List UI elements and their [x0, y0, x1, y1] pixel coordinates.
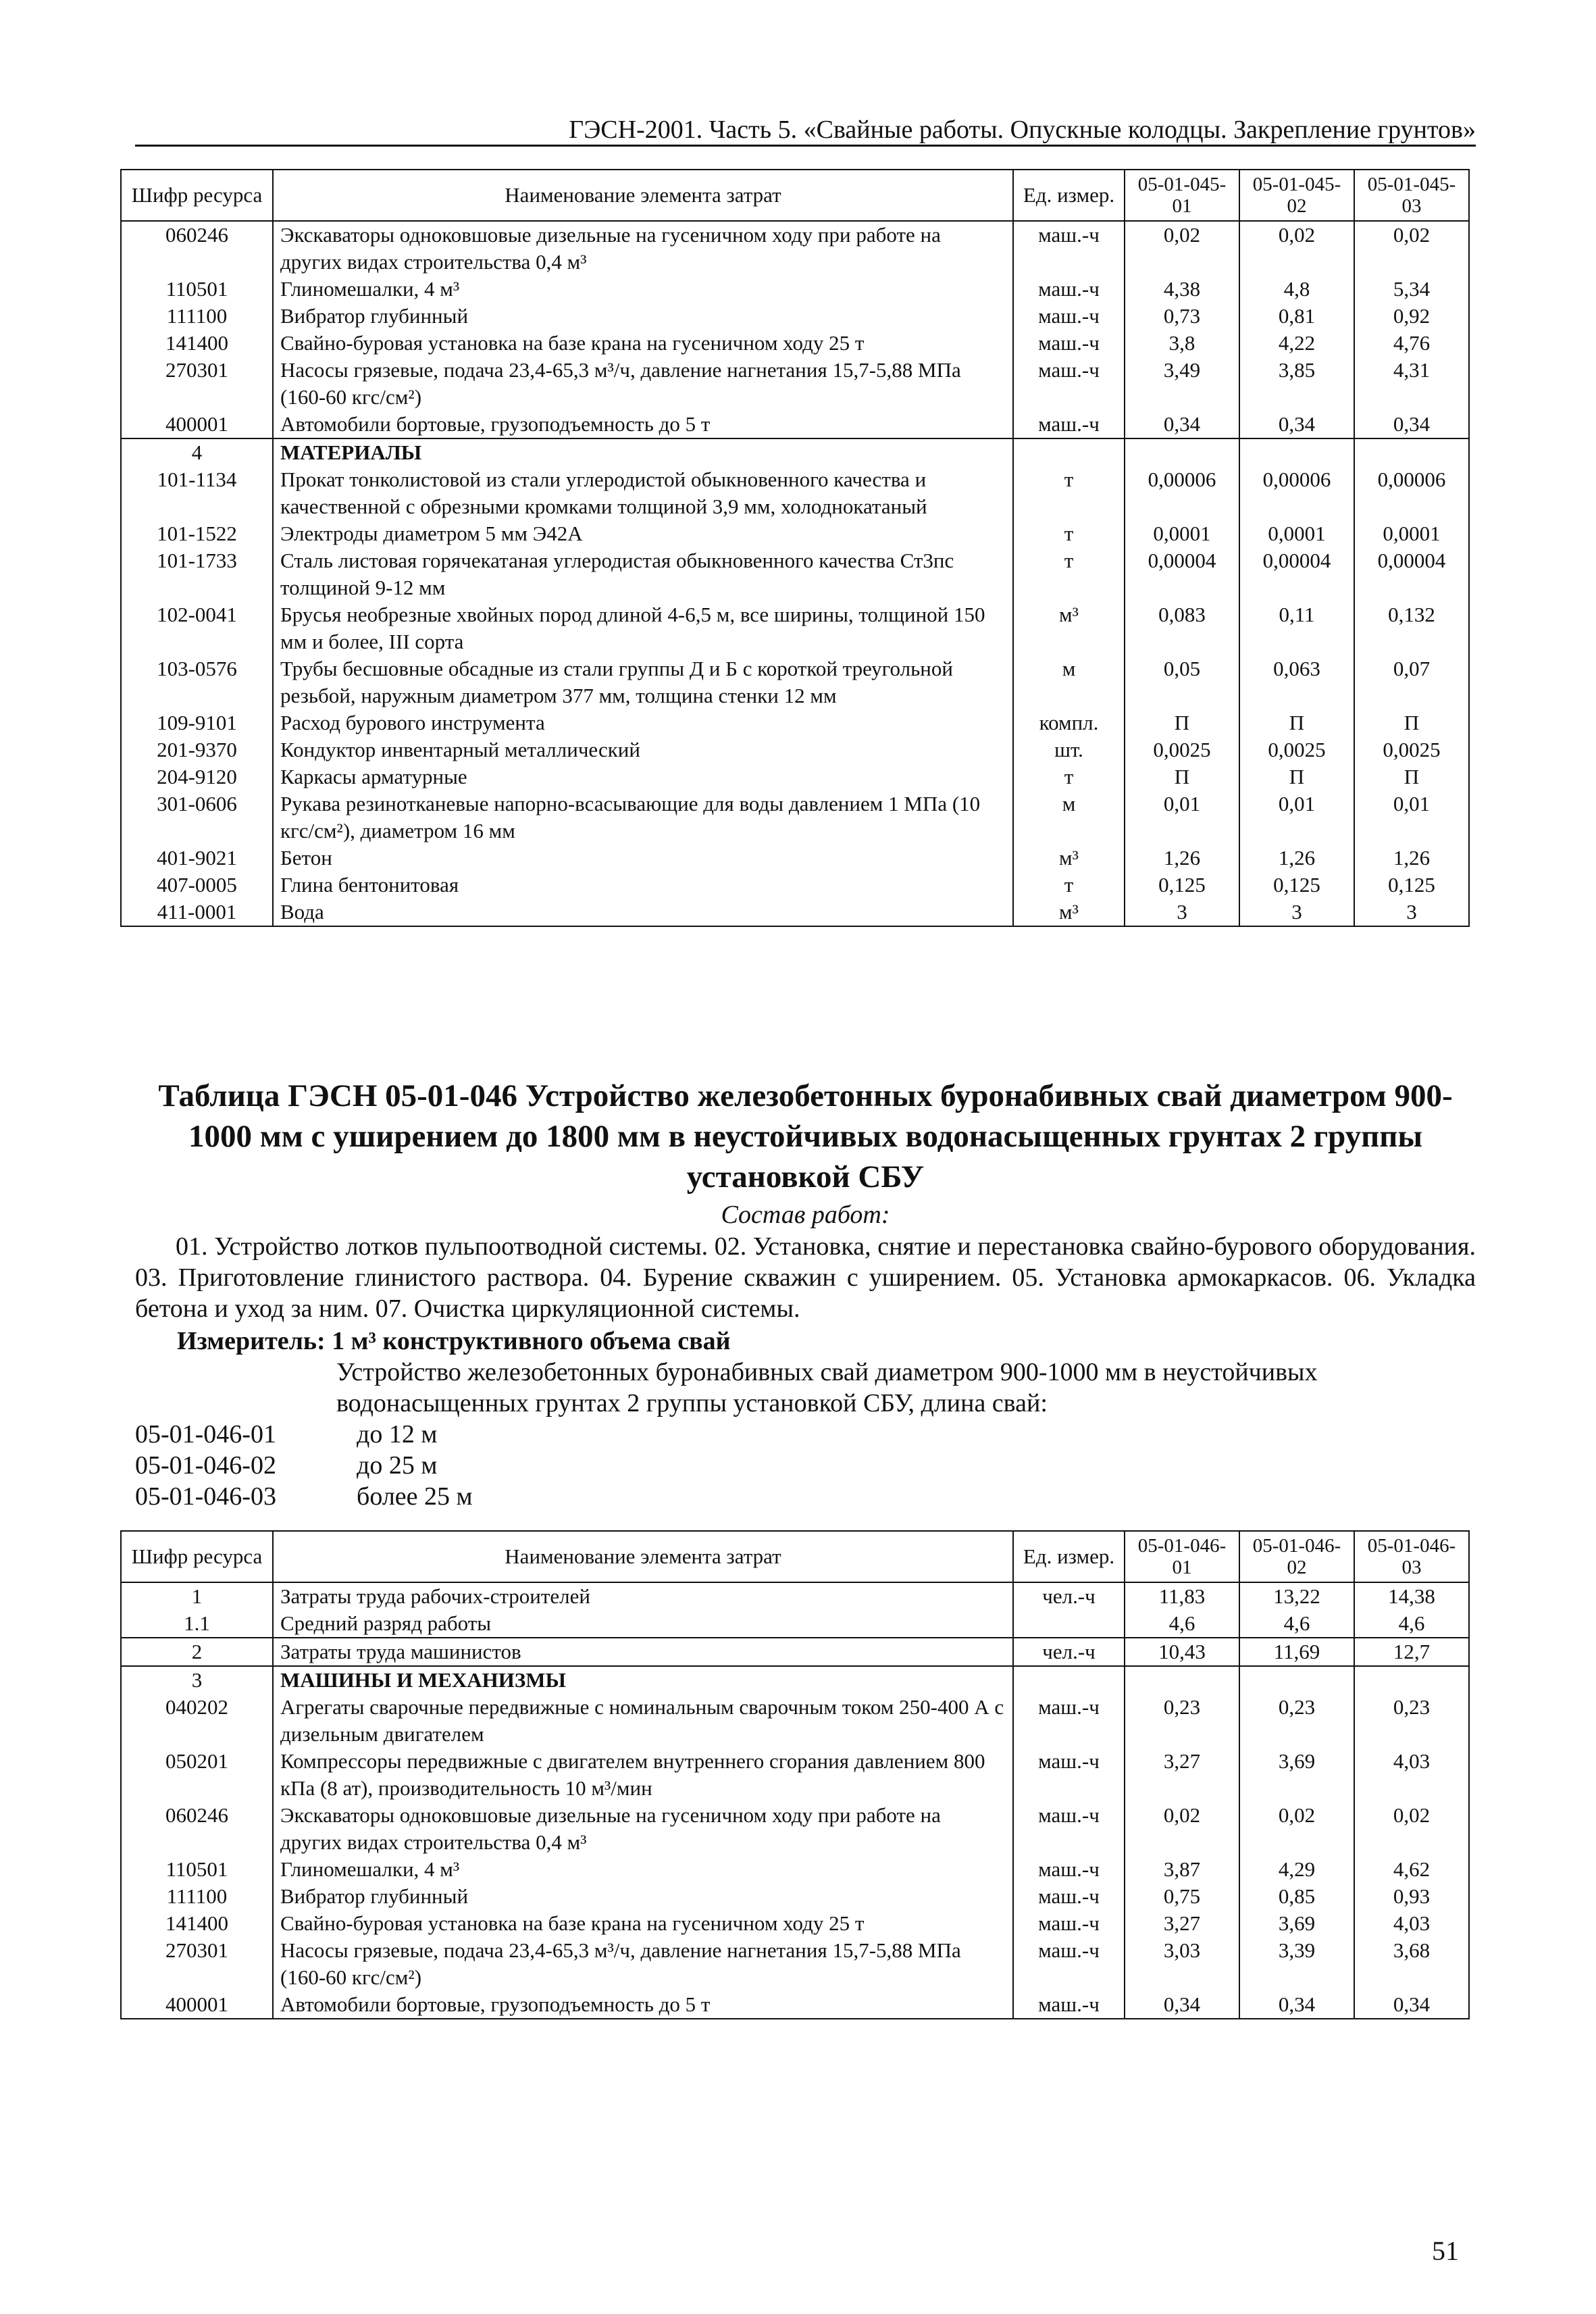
resource-name: Рукава резинотканевые напорно-всасывающие для воды давлением 1 МПа (10 кгс/см²), диаметром 16 мм [273, 790, 1013, 845]
resource-code: 1 [121, 1582, 273, 1610]
value-cell: 0,00004 [1354, 547, 1469, 601]
value-cell: 0,85 [1239, 1883, 1354, 1910]
value-cell: 0,0025 [1354, 736, 1469, 763]
resource-code: 1.1 [121, 1610, 273, 1638]
value-cell: 0,00004 [1125, 547, 1239, 601]
value-cell: 0,23 [1239, 1694, 1354, 1748]
value-cell: 11,83 [1125, 1582, 1239, 1610]
resource-code: 401-9021 [121, 845, 273, 872]
value-cell: 4,76 [1354, 330, 1469, 357]
value-cell: 3,69 [1239, 1748, 1354, 1802]
value-cell: 0,02 [1125, 221, 1239, 276]
variant-code: 05-01-046-02 [135, 1451, 276, 1480]
value-cell: 3,8 [1125, 330, 1239, 357]
value-cell: 11,69 [1239, 1638, 1354, 1666]
value-cell: 0,05 [1125, 655, 1239, 709]
value-cell: 5,34 [1354, 276, 1469, 303]
table-body [121, 221, 1469, 926]
list-item [135, 1450, 473, 1481]
value-cell: 3,87 [1125, 1856, 1239, 1883]
value-cell [1354, 438, 1469, 466]
variant-label: до 25 м [357, 1451, 438, 1480]
resource-name: Вибратор глубинный [273, 1883, 1013, 1910]
value-cell: 0,00006 [1125, 466, 1239, 520]
value-cell: 0,93 [1354, 1883, 1469, 1910]
unit-cell: шт. [1013, 736, 1125, 763]
unit-cell: маш.-ч [1013, 303, 1125, 330]
resource-code: 060246 [121, 1802, 273, 1856]
value-cell: 0,0001 [1125, 520, 1239, 547]
unit-cell [1013, 1610, 1125, 1638]
unit-cell: маш.-ч [1013, 221, 1125, 276]
table-row [121, 1610, 1469, 1638]
unit-cell: чел.-ч [1013, 1582, 1125, 1610]
table-title: Таблица ГЭСН 05-01-046 Устройство железобетонных буронабивных свай диаметром 900-1000 мм с уширением до 1800 мм в неустойчивых водонасыщенных грунтах 2 группы установкой СБУ [158, 1078, 1453, 1194]
value-cell: 0,81 [1239, 303, 1354, 330]
value-cell: 0,11 [1239, 601, 1354, 655]
resource-code: 270301 [121, 357, 273, 411]
value-cell: 4,8 [1239, 276, 1354, 303]
resource-name: Глиномешалки, 4 м³ [273, 1856, 1013, 1883]
value-cell: П [1125, 763, 1239, 790]
value-cell: 4,62 [1354, 1856, 1469, 1883]
running-header: ГЭСН-2001. Часть 5. «Свайные работы. Опускные колодцы. Закрепление грунтов» [135, 115, 1476, 147]
resource-code: 141400 [121, 1910, 273, 1937]
value-cell [1125, 438, 1239, 466]
table-row [121, 276, 1469, 303]
variant-list [135, 1419, 473, 1512]
value-cell: 4,6 [1239, 1610, 1354, 1638]
unit-cell: т [1013, 763, 1125, 790]
value-cell: 3 [1239, 899, 1354, 926]
resource-code: 050201 [121, 1748, 273, 1802]
unit-cell [1013, 438, 1125, 466]
unit-cell: маш.-ч [1013, 357, 1125, 411]
value-cell: 4,22 [1239, 330, 1354, 357]
value-cell: 0,083 [1125, 601, 1239, 655]
unit-cell: маш.-ч [1013, 1883, 1125, 1910]
unit-cell [1013, 1666, 1125, 1694]
value-cell: 0,063 [1239, 655, 1354, 709]
column-header-variant: 05-01-045-01 [1125, 170, 1239, 221]
unit-cell: маш.-ч [1013, 330, 1125, 357]
table-row [121, 709, 1469, 736]
unit-cell: маш.-ч [1013, 276, 1125, 303]
value-cell: 4,03 [1354, 1748, 1469, 1802]
value-cell: 0,01 [1354, 790, 1469, 845]
value-cell: 3,69 [1239, 1910, 1354, 1937]
resource-name: Прокат тонколистовой из стали углеродистой обыкновенного качества и качественной с обрезными кромками толщиной 3,9 мм, холоднокатаный [273, 466, 1013, 520]
table-row [121, 1694, 1469, 1748]
resource-name: Компрессоры передвижные с двигателем внутреннего сгорания давлением 800 кПа (8 ат), производительность 10 м³/мин [273, 1748, 1013, 1802]
value-cell: 12,7 [1354, 1638, 1469, 1666]
value-cell: 4,38 [1125, 276, 1239, 303]
resource-code: 109-9101 [121, 709, 273, 736]
value-cell: 4,6 [1125, 1610, 1239, 1638]
resource-code: 2 [121, 1638, 273, 1666]
value-cell: 0,02 [1239, 221, 1354, 276]
value-cell: 13,22 [1239, 1582, 1354, 1610]
unit-cell: т [1013, 466, 1125, 520]
column-header-name: Наименование элемента затрат [273, 1531, 1013, 1582]
table-row [121, 466, 1469, 520]
value-cell [1239, 1666, 1354, 1694]
section-title: МАТЕРИАЛЫ [273, 438, 1013, 466]
value-cell: 3 [1125, 899, 1239, 926]
variant-code: 05-01-046-01 [135, 1420, 276, 1449]
value-cell: 0,34 [1354, 411, 1469, 438]
unit-cell: маш.-ч [1013, 1694, 1125, 1748]
unit-cell: т [1013, 520, 1125, 547]
resource-code: 102-0041 [121, 601, 273, 655]
value-cell: 14,38 [1354, 1582, 1469, 1610]
resource-name: Вибратор глубинный [273, 303, 1013, 330]
value-cell: 0,73 [1125, 303, 1239, 330]
table-row [121, 1883, 1469, 1910]
unit-cell: маш.-ч [1013, 1856, 1125, 1883]
resource-name: Насосы грязевые, подача 23,4-65,3 м³/ч, давление нагнетания 15,7-5,88 МПа (160-60 кгс/см²) [273, 357, 1013, 411]
unit-cell: чел.-ч [1013, 1638, 1125, 1666]
value-cell: П [1354, 709, 1469, 736]
list-item [135, 1481, 473, 1512]
resource-code: 141400 [121, 330, 273, 357]
table-row [121, 1666, 1469, 1694]
column-header-variant: 05-01-045-02 [1239, 170, 1354, 221]
list-item [135, 1419, 473, 1450]
table-row [121, 655, 1469, 709]
table-row [121, 872, 1469, 899]
column-header-unit: Ед. измер. [1013, 1531, 1125, 1582]
unit-cell: маш.-ч [1013, 1802, 1125, 1856]
resource-code: 204-9120 [121, 763, 273, 790]
resource-name: Автомобили бортовые, грузоподъемность до 5 т [273, 1991, 1013, 2019]
value-cell: 0,00006 [1354, 466, 1469, 520]
resource-code: 111100 [121, 1883, 273, 1910]
variant-label: до 12 м [357, 1420, 438, 1449]
value-cell: 0,132 [1354, 601, 1469, 655]
value-cell: 0,0025 [1239, 736, 1354, 763]
value-cell: 3,27 [1125, 1910, 1239, 1937]
value-cell: 3,03 [1125, 1937, 1239, 1991]
value-cell: 0,34 [1354, 1991, 1469, 2019]
column-header-variant: 05-01-046-02 [1239, 1531, 1354, 1582]
table-row [121, 221, 1469, 276]
value-cell: 0,02 [1354, 1802, 1469, 1856]
value-cell [1125, 1666, 1239, 1694]
value-cell: 4,6 [1354, 1610, 1469, 1638]
resource-code: 101-1134 [121, 466, 273, 520]
resource-code: 301-0606 [121, 790, 273, 845]
value-cell: 0,34 [1239, 411, 1354, 438]
resource-table-045 [120, 169, 1470, 927]
table-row [121, 1638, 1469, 1666]
value-cell: П [1239, 709, 1354, 736]
work-composition-text: 01. Устройство лотков пульпоотводной системы. 02. Установка, снятие и перестановка свайно-бурового оборудования. 03. Приготовление глинистого раствора. 04. Бурение скважин с уширением. 05. Установка армокаркасов. 06. Укладка бетона и уход за ним. 07. Очистка циркуляционной системы. [135, 1232, 1476, 1323]
variant-label: более 25 м [357, 1482, 473, 1511]
resource-code: 101-1522 [121, 520, 273, 547]
resource-name: Каркасы арматурные [273, 763, 1013, 790]
table-body [121, 1582, 1469, 2019]
resource-code: 101-1733 [121, 547, 273, 601]
resource-code: 201-9370 [121, 736, 273, 763]
unit-cell: м³ [1013, 601, 1125, 655]
unit-cell: м [1013, 655, 1125, 709]
resource-code: 3 [121, 1666, 273, 1694]
value-cell: 10,43 [1125, 1638, 1239, 1666]
value-cell: 0,00006 [1239, 466, 1354, 520]
table-row [121, 601, 1469, 655]
table-row [121, 790, 1469, 845]
value-cell: 1,26 [1354, 845, 1469, 872]
column-header-unit: Ед. измер. [1013, 170, 1125, 221]
column-header-variant: 05-01-045-03 [1354, 170, 1469, 221]
value-cell: 3,27 [1125, 1748, 1239, 1802]
resource-name: Свайно-буровая установка на базе крана на гусеничном ходу 25 т [273, 1910, 1013, 1937]
value-cell: 1,26 [1239, 845, 1354, 872]
value-cell: 4,03 [1354, 1910, 1469, 1937]
resource-name: Насосы грязевые, подача 23,4-65,3 м³/ч, давление нагнетания 15,7-5,88 МПа (160-60 кгс/см²) [273, 1937, 1013, 1991]
table-row [121, 438, 1469, 466]
value-cell: 3,68 [1354, 1937, 1469, 1991]
resource-name: Свайно-буровая установка на базе крана на гусеничном ходу 25 т [273, 330, 1013, 357]
resource-name: Трубы бесшовные обсадные из стали группы Д и Б с короткой треугольной резьбой, наружным диаметром 377 мм, толщина стенки 12 мм [273, 655, 1013, 709]
resource-code: 110501 [121, 1856, 273, 1883]
value-cell: 3,39 [1239, 1937, 1354, 1991]
table-row [121, 1937, 1469, 1991]
table-row [121, 520, 1469, 547]
table-row [121, 845, 1469, 872]
value-cell: П [1125, 709, 1239, 736]
resource-code: 400001 [121, 411, 273, 438]
resource-name: Сталь листовая горячекатаная углеродистая обыкновенного качества Ст3пс толщиной 9-12 мм [273, 547, 1013, 601]
value-cell: 0,125 [1125, 872, 1239, 899]
resource-code: 110501 [121, 276, 273, 303]
value-cell: 0,0025 [1125, 736, 1239, 763]
value-cell: 0,01 [1125, 790, 1239, 845]
value-cell: 0,92 [1354, 303, 1469, 330]
resource-name: Автомобили бортовые, грузоподъемность до 5 т [273, 411, 1013, 438]
value-cell: 0,01 [1239, 790, 1354, 845]
value-cell: 0,0001 [1239, 520, 1354, 547]
resource-code: 103-0576 [121, 655, 273, 709]
resource-code: 400001 [121, 1991, 273, 2019]
table-row [121, 763, 1469, 790]
value-cell: 0,00004 [1239, 547, 1354, 601]
value-cell: 0,23 [1125, 1694, 1239, 1748]
resource-code: 270301 [121, 1937, 273, 1991]
resource-name: Брусья необрезные хвойных пород длиной 4-6,5 м, все ширины, толщиной 150 мм и более, III сорта [273, 601, 1013, 655]
unit-cell: маш.-ч [1013, 1748, 1125, 1802]
table-row [121, 1802, 1469, 1856]
unit-cell: м³ [1013, 845, 1125, 872]
table-row [121, 1991, 1469, 2019]
work-composition-heading: Состав работ: [721, 1201, 890, 1229]
unit-cell: м³ [1013, 899, 1125, 926]
value-cell: 0,34 [1239, 1991, 1354, 2019]
resource-name: Экскаваторы одноковшовые дизельные на гусеничном ходу при работе на других видах строительства 0,4 м³ [273, 221, 1013, 276]
column-header-variant: 05-01-046-01 [1125, 1531, 1239, 1582]
table-row [121, 1856, 1469, 1883]
table-row [121, 736, 1469, 763]
table-header-row [121, 1531, 1469, 1582]
unit-cell: маш.-ч [1013, 1937, 1125, 1991]
value-cell: 0,125 [1239, 872, 1354, 899]
value-cell: 0,75 [1125, 1883, 1239, 1910]
value-cell: 3 [1354, 899, 1469, 926]
resource-code: 111100 [121, 303, 273, 330]
resource-name: Затраты труда машинистов [273, 1638, 1013, 1666]
table-row [121, 1748, 1469, 1802]
table-row [121, 303, 1469, 330]
table-row [121, 547, 1469, 601]
value-cell: 3,85 [1239, 357, 1354, 411]
resource-name: Вода [273, 899, 1013, 926]
column-header-name: Наименование элемента затрат [273, 170, 1013, 221]
value-cell: 4,31 [1354, 357, 1469, 411]
column-header-code: Шифр ресурса [121, 1531, 273, 1582]
column-header-code: Шифр ресурса [121, 170, 273, 221]
resource-code: 4 [121, 438, 273, 466]
unit-cell: компл. [1013, 709, 1125, 736]
resource-name: Электроды диаметром 5 мм Э42А [273, 520, 1013, 547]
value-cell: П [1239, 763, 1354, 790]
value-cell: 0,23 [1354, 1694, 1469, 1748]
unit-cell: маш.-ч [1013, 411, 1125, 438]
table-row [121, 330, 1469, 357]
resource-name: Бетон [273, 845, 1013, 872]
resource-code: 060246 [121, 221, 273, 276]
unit-cell: т [1013, 547, 1125, 601]
table-row [121, 1910, 1469, 1937]
column-header-variant: 05-01-046-03 [1354, 1531, 1469, 1582]
resource-name: Затраты труда рабочих-строителей [273, 1582, 1013, 1610]
table-row [121, 411, 1469, 438]
value-cell: 0,0001 [1354, 520, 1469, 547]
resource-code: 407-0005 [121, 872, 273, 899]
value-cell: 0,34 [1125, 411, 1239, 438]
measurement-unit: Измеритель: 1 м³ конструктивного объема свай [177, 1327, 731, 1355]
resource-name: Агрегаты сварочные передвижные с номинальным сварочным током 250-400 А с дизельным двигателем [273, 1694, 1013, 1748]
value-cell: 0,02 [1125, 1802, 1239, 1856]
variant-code: 05-01-046-03 [135, 1482, 276, 1511]
value-cell: 4,29 [1239, 1856, 1354, 1883]
table-row [121, 1582, 1469, 1610]
section-title: МАШИНЫ И МЕХАНИЗМЫ [273, 1666, 1013, 1694]
resource-code: 040202 [121, 1694, 273, 1748]
value-cell: 1,26 [1125, 845, 1239, 872]
resource-name: Средний разряд работы [273, 1610, 1013, 1638]
unit-cell: т [1013, 872, 1125, 899]
unit-cell: маш.-ч [1013, 1910, 1125, 1937]
value-cell: 3,49 [1125, 357, 1239, 411]
resource-name: Глиномешалки, 4 м³ [273, 276, 1013, 303]
value-cell [1354, 1666, 1469, 1694]
resource-name: Глина бентонитовая [273, 872, 1013, 899]
unit-cell: м [1013, 790, 1125, 845]
value-cell: 0,02 [1354, 221, 1469, 276]
page-number: 51 [1432, 2236, 1459, 2266]
norm-description: Устройство железобетонных буронабивных свай диаметром 900-1000 мм в неустойчивых водонасыщенных грунтах 2 группы установкой СБУ, длина свай: [336, 1358, 1318, 1417]
value-cell [1239, 438, 1354, 466]
resource-name: Экскаваторы одноковшовые дизельные на гусеничном ходу при работе на других видах строительства 0,4 м³ [273, 1802, 1013, 1856]
table-header-row [121, 170, 1469, 221]
value-cell: 0,125 [1354, 872, 1469, 899]
unit-cell: маш.-ч [1013, 1991, 1125, 2019]
resource-table-046 [120, 1530, 1470, 2019]
resource-name: Кондуктор инвентарный металлический [273, 736, 1013, 763]
resource-name: Расход бурового инструмента [273, 709, 1013, 736]
value-cell: 0,02 [1239, 1802, 1354, 1856]
resource-code: 411-0001 [121, 899, 273, 926]
table-row [121, 357, 1469, 411]
value-cell: П [1354, 763, 1469, 790]
value-cell: 0,34 [1125, 1991, 1239, 2019]
value-cell: 0,07 [1354, 655, 1469, 709]
table-row [121, 899, 1469, 926]
